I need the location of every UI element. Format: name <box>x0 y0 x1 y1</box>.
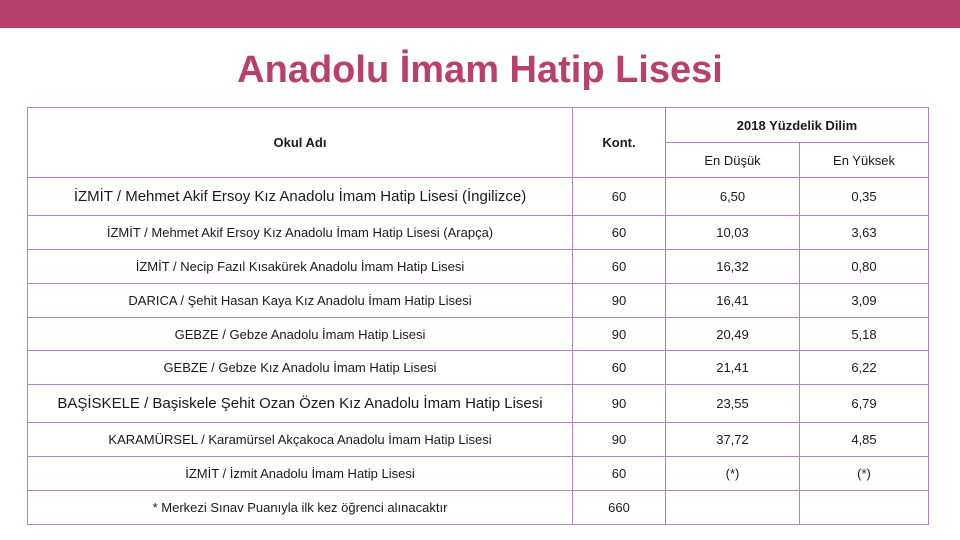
schools-table <box>27 107 929 525</box>
highest-cell: 3,63 <box>800 216 929 250</box>
empty-cell <box>800 491 929 525</box>
table-row <box>28 385 929 423</box>
school-cell: BAŞİSKELE / Başiskele Şehit Ozan Özen Kız Anadolu İmam Hatip Lisesi <box>28 385 573 423</box>
footer-row <box>28 491 929 525</box>
table-row <box>28 178 929 216</box>
highest-cell: 0,80 <box>800 249 929 283</box>
footnote: * Merkezi Sınav Puanıyla ilk kez öğrenci alınacaktır <box>28 491 573 525</box>
highest-cell: 3,09 <box>800 283 929 317</box>
quota-cell: 90 <box>573 283 666 317</box>
school-cell: İZMİT / Necip Fazıl Kısakürek Anadolu İmam Hatip Lisesi <box>28 249 573 283</box>
school-cell: İZMİT / Mehmet Akif Ersoy Kız Anadolu İmam Hatip Lisesi (İngilizce) <box>28 178 573 216</box>
lowest-cell: 21,41 <box>666 351 800 385</box>
lowest-cell: 16,32 <box>666 249 800 283</box>
quota-header: Kont. <box>573 108 666 178</box>
highest-cell: 4,85 <box>800 423 929 457</box>
quota-cell: 60 <box>573 249 666 283</box>
school-name-header: Okul Adı <box>28 108 573 178</box>
table-row <box>28 457 929 491</box>
lowest-cell: 20,49 <box>666 317 800 351</box>
school-cell: İZMİT / İzmit Anadolu İmam Hatip Lisesi <box>28 457 573 491</box>
highest-cell: 0,35 <box>800 178 929 216</box>
highest-cell: 6,22 <box>800 351 929 385</box>
quota-cell: 60 <box>573 457 666 491</box>
table-row <box>28 216 929 250</box>
quota-cell: 60 <box>573 216 666 250</box>
table-row <box>28 317 929 351</box>
quota-cell: 90 <box>573 317 666 351</box>
percentile-group-header: 2018 Yüzdelik Dilim <box>666 108 929 143</box>
quota-cell: 90 <box>573 423 666 457</box>
highest-cell: 5,18 <box>800 317 929 351</box>
highest-header: En Yüksek <box>800 143 929 178</box>
lowest-cell: 10,03 <box>666 216 800 250</box>
quota-cell: 60 <box>573 351 666 385</box>
header-row-1 <box>28 108 929 143</box>
table-row <box>28 249 929 283</box>
top-accent-bar <box>0 0 960 28</box>
highest-cell: 6,79 <box>800 385 929 423</box>
lowest-cell: 16,41 <box>666 283 800 317</box>
school-cell: GEBZE / Gebze Anadolu İmam Hatip Lisesi <box>28 317 573 351</box>
quota-cell: 90 <box>573 385 666 423</box>
school-cell: KARAMÜRSEL / Karamürsel Akçakoca Anadolu İmam Hatip Lisesi <box>28 423 573 457</box>
lowest-cell: 23,55 <box>666 385 800 423</box>
empty-cell <box>666 491 800 525</box>
highest-cell: (*) <box>800 457 929 491</box>
table-row <box>28 283 929 317</box>
lowest-cell: 6,50 <box>666 178 800 216</box>
school-cell: DARICA / Şehit Hasan Kaya Kız Anadolu İmam Hatip Lisesi <box>28 283 573 317</box>
quota-cell: 60 <box>573 178 666 216</box>
lowest-cell: 37,72 <box>666 423 800 457</box>
total-quota-cell: 660 <box>573 491 666 525</box>
table-row <box>28 423 929 457</box>
table-row <box>28 351 929 385</box>
slide-title: Anadolu İmam Hatip Lisesi <box>237 49 723 91</box>
lowest-header: En Düşük <box>666 143 800 178</box>
school-cell: GEBZE / Gebze Kız Anadolu İmam Hatip Lisesi <box>28 351 573 385</box>
school-cell: İZMİT / Mehmet Akif Ersoy Kız Anadolu İmam Hatip Lisesi (Arapça) <box>28 216 573 250</box>
lowest-cell: (*) <box>666 457 800 491</box>
